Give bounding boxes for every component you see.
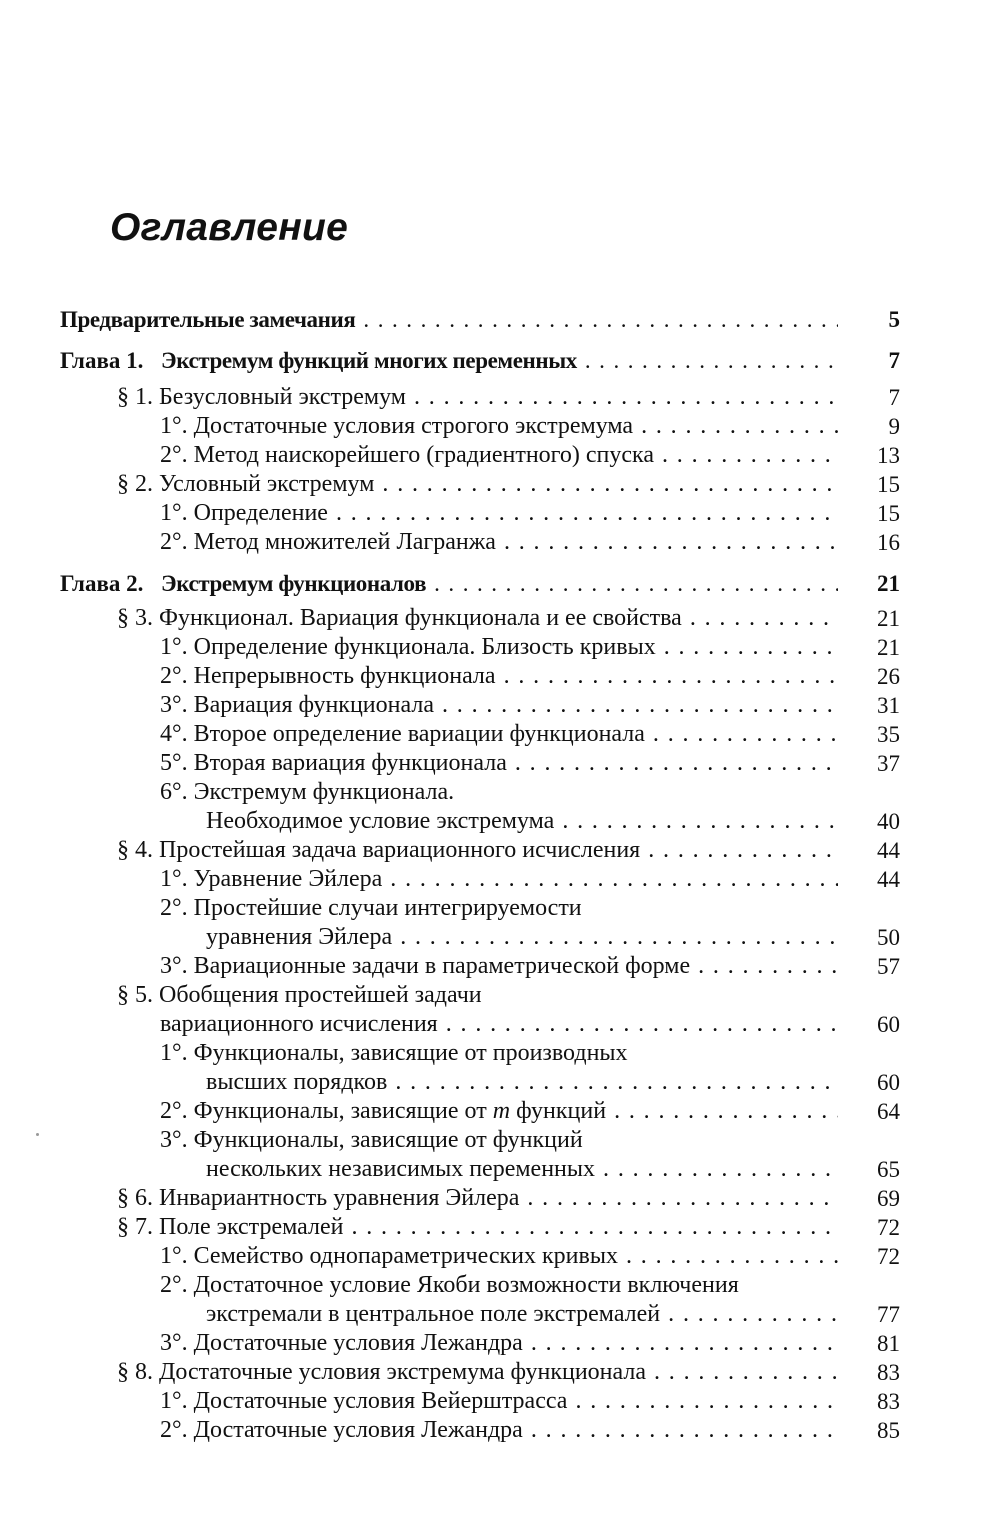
toc-entry-section-8[interactable]: [60, 1358, 900, 1387]
entry-title-cont: вариационного исчисления: [160, 1011, 438, 1037]
dot-leader: [531, 1416, 838, 1445]
item-number: 2°.: [160, 1272, 188, 1298]
entry-title: Обобщения простейшей задачи: [159, 982, 482, 1008]
entry-title-cont: Необходимое условие экстремума: [206, 808, 555, 834]
page-number: 85: [877, 1418, 900, 1443]
page-number: 72: [877, 1244, 900, 1269]
entry-title: Вторая вариация функционала: [193, 750, 507, 776]
toc-entry-section-5[interactable]: [60, 981, 900, 1010]
page-number: 69: [877, 1186, 900, 1211]
toc-entry-2-1[interactable]: [60, 499, 900, 528]
page-number: 7: [888, 385, 900, 410]
item-number: 4°.: [160, 721, 188, 747]
page-number: 9: [888, 414, 900, 439]
dot-leader: [585, 346, 838, 375]
entry-title: Поле экстремалей: [159, 1214, 344, 1240]
entry-title: Вариационные задачи в параметрической форме: [193, 953, 691, 979]
item-number: 3°.: [160, 692, 188, 718]
entry-title: Экстремум функционала.: [193, 779, 455, 805]
entry-title: Определение функционала. Близость кривых: [193, 634, 656, 660]
entry-title: Определение: [193, 500, 328, 526]
page-number: 21: [877, 635, 900, 660]
item-number: 3°.: [160, 1330, 188, 1356]
dot-leader: [363, 305, 838, 334]
toc-entry-4-2[interactable]: [60, 894, 900, 923]
page-number: 44: [877, 867, 900, 892]
dot-leader: [434, 569, 838, 598]
dot-leader: [668, 1300, 838, 1329]
toc-entry-3-3[interactable]: [60, 691, 900, 720]
toc-entry-section-7[interactable]: [60, 1213, 900, 1242]
page-title: Оглавление: [110, 206, 349, 249]
entry-title: Достаточное условие Якоби возможности включения: [193, 1272, 739, 1298]
page-number: 37: [877, 751, 900, 776]
dot-leader: [614, 1097, 838, 1126]
item-number: 2°.: [160, 895, 188, 921]
section-number: § 2.: [117, 471, 153, 497]
entry-title: [194, 1098, 606, 1124]
item-number: 5°.: [160, 750, 188, 776]
section-number: § 7.: [117, 1214, 153, 1240]
dot-leader: [662, 441, 838, 470]
dot-leader: [336, 499, 838, 528]
dot-leader: [504, 662, 838, 691]
toc-entry-5-2[interactable]: [60, 1097, 900, 1126]
page-number: 65: [877, 1157, 900, 1182]
section-number: § 8.: [117, 1359, 153, 1385]
toc-entry-8-1[interactable]: [60, 1387, 900, 1416]
entry-title: Достаточные условия Лежандра: [193, 1417, 523, 1443]
dot-leader: [641, 412, 838, 441]
dot-leader: [382, 470, 838, 499]
toc-entry-5-1[interactable]: [60, 1039, 900, 1068]
toc-entry-7-2[interactable]: [60, 1271, 900, 1300]
toc-entry-4-1[interactable]: [60, 865, 900, 894]
item-number: 1°.: [160, 1243, 188, 1269]
entry-title-cont: нескольких независимых переменных: [206, 1156, 596, 1182]
entry-title: Инвариантность уравнения Эйлера: [159, 1185, 520, 1211]
toc-entry-2-2[interactable]: [60, 528, 900, 557]
dot-leader: [654, 1358, 838, 1387]
page-number: 44: [877, 838, 900, 863]
page-number: 16: [877, 530, 900, 555]
chapter-label: Глава 2.: [60, 571, 144, 596]
item-number: 1°.: [160, 866, 188, 892]
entry-title: Метод множителей Лагранжа: [193, 529, 496, 555]
section-number: § 1.: [117, 384, 153, 410]
page-number: 7: [888, 348, 900, 373]
dot-leader: [351, 1213, 838, 1242]
toc-entry-4-2-cont[interactable]: [60, 923, 900, 952]
page-number: 26: [877, 664, 900, 689]
toc-entry-3-6[interactable]: [60, 778, 900, 807]
page-number: 40: [877, 809, 900, 834]
item-number: 1°.: [160, 413, 188, 439]
entry-title: Достаточные условия экстремума функционала: [159, 1359, 646, 1385]
dot-leader: [603, 1155, 838, 1184]
page-number: 60: [877, 1012, 900, 1037]
toc-entry-5-3[interactable]: [60, 1126, 900, 1155]
toc-entry-7-3[interactable]: [60, 1329, 900, 1358]
entry-title: Непрерывность функционала: [193, 663, 496, 689]
page-number: 15: [877, 501, 900, 526]
toc-entry-1-2[interactable]: [60, 441, 900, 470]
entry-title: Семейство однопараметрических кривых: [193, 1243, 618, 1269]
section-number: § 5.: [117, 982, 153, 1008]
entry-title: Предварительные замечания: [60, 307, 356, 332]
page-number: 81: [877, 1331, 900, 1356]
page-number: 21: [877, 571, 900, 596]
page-number: 83: [877, 1389, 900, 1414]
entry-title-cont: высших порядков: [206, 1069, 388, 1095]
entry-title: Функционалы, зависящие от функций: [193, 1127, 583, 1153]
page-number: 64: [877, 1099, 900, 1124]
entry-title-cont: экстремали в центральное поле экстремалей: [206, 1301, 661, 1327]
entry-title: Функционалы, зависящие от производных: [193, 1040, 628, 1066]
dot-leader: [653, 720, 838, 749]
toc-entry-3-5[interactable]: [60, 749, 900, 778]
chapter-label: Глава 1.: [60, 348, 144, 373]
dot-leader: [527, 1184, 838, 1213]
toc-entry-section-6[interactable]: [60, 1184, 900, 1213]
entry-title: Безусловный экстремум: [159, 384, 406, 410]
toc-entry-8-2[interactable]: [60, 1416, 900, 1445]
toc-entry-3-2[interactable]: [60, 662, 900, 691]
toc-entry-section-2[interactable]: [60, 470, 900, 499]
section-number: § 3.: [117, 605, 153, 631]
dot-leader: [442, 691, 838, 720]
dot-leader: [395, 1068, 838, 1097]
dot-leader: [690, 604, 838, 633]
page-number: 72: [877, 1215, 900, 1240]
toc-entry-3-6-cont[interactable]: [60, 807, 900, 836]
page-number: 50: [877, 925, 900, 950]
dot-leader: [446, 1010, 838, 1039]
entry-title: Достаточные условия строгого экстремума: [193, 413, 634, 439]
dot-leader: [664, 633, 838, 662]
entry-title: Второе определение вариации функционала: [193, 721, 645, 747]
scan-speck: [36, 1133, 39, 1136]
toc-entry-chapter-2[interactable]: [60, 569, 900, 598]
toc-entry-5-1-cont[interactable]: [60, 1068, 900, 1097]
entry-title: Уравнение Эйлера: [193, 866, 383, 892]
dot-leader: [562, 807, 838, 836]
entry-title-cont: уравнения Эйлера: [206, 924, 393, 950]
page-number: 31: [877, 693, 900, 718]
item-number: 2°.: [160, 1417, 188, 1443]
entry-title: Вариация функционала: [193, 692, 434, 718]
dot-leader: [390, 865, 838, 894]
page-number: 57: [877, 954, 900, 979]
table-of-contents: [60, 305, 900, 1445]
entry-title-b: функций: [510, 1098, 607, 1124]
item-number: 2°.: [160, 1098, 188, 1124]
dot-leader: [531, 1329, 838, 1358]
entry-title: Простейшие случаи интегрируемости: [193, 895, 582, 921]
entry-title: Простейшая задача вариационного исчисления: [159, 837, 641, 863]
page-number: 13: [877, 443, 900, 468]
entry-title: Достаточные условия Вейерштрасса: [193, 1388, 568, 1414]
math-variable: m: [492, 1098, 511, 1124]
item-number: 1°.: [160, 1388, 188, 1414]
dot-leader: [575, 1387, 838, 1416]
toc-entry-section-5-cont[interactable]: [60, 1010, 900, 1039]
entry-title: Экстремум функционалов: [161, 571, 427, 596]
toc-entry-3-1[interactable]: [60, 633, 900, 662]
dot-leader: [515, 749, 838, 778]
entry-title: Метод наискорейшего (градиентного) спуска: [193, 442, 654, 468]
item-number: 3°.: [160, 953, 188, 979]
toc-entry-4-3[interactable]: [60, 952, 900, 981]
page-number: 21: [877, 606, 900, 631]
dot-leader: [626, 1242, 838, 1271]
dot-leader: [504, 528, 838, 557]
page-number: 35: [877, 722, 900, 747]
page-number: 60: [877, 1070, 900, 1095]
item-number: 1°.: [160, 500, 188, 526]
toc-entry-section-3[interactable]: [60, 604, 900, 633]
toc-entry-7-1[interactable]: [60, 1242, 900, 1271]
item-number: 3°.: [160, 1127, 188, 1153]
toc-entry-5-3-cont[interactable]: [60, 1155, 900, 1184]
dot-leader: [698, 952, 838, 981]
dot-leader: [414, 383, 838, 412]
toc-entry-chapter-1[interactable]: [60, 346, 900, 375]
dot-leader: [648, 836, 838, 865]
toc-entry-section-4[interactable]: [60, 836, 900, 865]
page-number: 83: [877, 1360, 900, 1385]
item-number: 1°.: [160, 634, 188, 660]
item-number: 6°.: [160, 779, 188, 805]
page-number: 5: [888, 307, 900, 332]
toc-entry-1-1[interactable]: [60, 412, 900, 441]
section-number: § 4.: [117, 837, 153, 863]
entry-title: Функционал. Вариация функционала и ее свойства: [159, 605, 682, 631]
toc-entry-section-1[interactable]: [60, 383, 900, 412]
item-number: 2°.: [160, 442, 188, 468]
section-number: § 6.: [117, 1185, 153, 1211]
item-number: 2°.: [160, 663, 188, 689]
dot-leader: [400, 923, 838, 952]
toc-entry-7-2-cont[interactable]: [60, 1300, 900, 1329]
page-number: 77: [877, 1302, 900, 1327]
entry-title: Условный экстремум: [159, 471, 375, 497]
entry-title: Экстремум функций многих переменных: [161, 348, 577, 373]
item-number: 2°.: [160, 529, 188, 555]
entry-title-a: Функционалы, зависящие от: [193, 1098, 493, 1124]
toc-entry-preface[interactable]: [60, 305, 900, 334]
page-number: 15: [877, 472, 900, 497]
toc-entry-3-4[interactable]: [60, 720, 900, 749]
item-number: 1°.: [160, 1040, 188, 1066]
entry-title: Достаточные условия Лежандра: [193, 1330, 523, 1356]
